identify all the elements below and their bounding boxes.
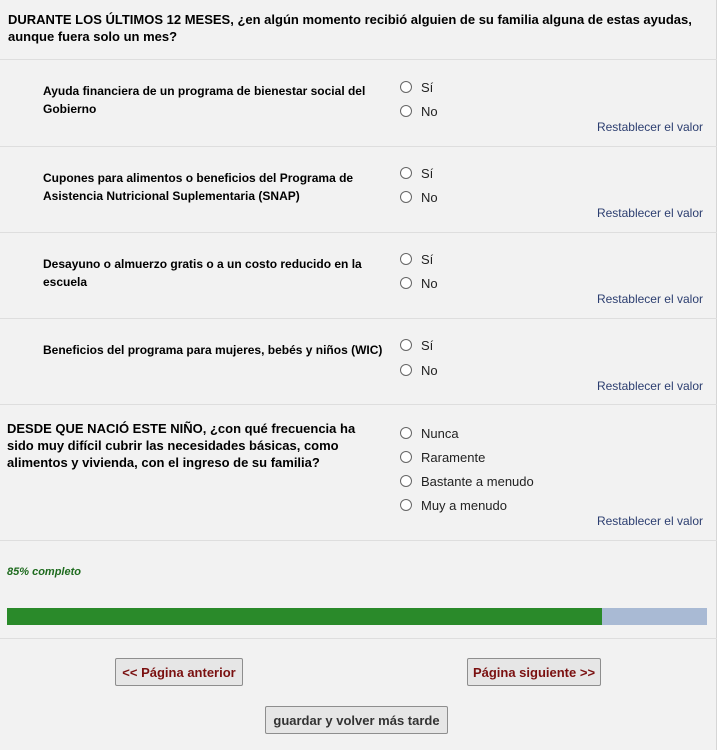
option-no[interactable]: No bbox=[400, 361, 438, 379]
option-very-often[interactable]: Muy a menudo bbox=[400, 496, 507, 514]
option-yes[interactable]: Sí bbox=[400, 78, 433, 96]
question-row-wic bbox=[0, 319, 717, 405]
reset-link[interactable]: Restablecer el valor bbox=[596, 514, 703, 528]
divider bbox=[0, 638, 717, 639]
option-yes[interactable]: Sí bbox=[400, 250, 433, 268]
option-no[interactable]: No bbox=[400, 274, 438, 292]
radio-icon[interactable] bbox=[400, 191, 412, 203]
progress-bar-fill bbox=[7, 608, 602, 625]
option-no[interactable]: No bbox=[400, 188, 438, 206]
question-label: Ayuda financiera de un programa de bienestar social del Gobierno bbox=[43, 84, 366, 116]
radio-icon[interactable] bbox=[400, 451, 412, 463]
radio-icon[interactable] bbox=[400, 364, 412, 376]
question-row-frequency bbox=[0, 405, 717, 541]
question-label: Cupones para alimentos o beneficios del Programa de Asistencia Nutricional Suplementaria (SNAP) bbox=[43, 171, 354, 203]
question-label: Desayuno o almuerzo gratis o a un costo reducido en la escuela bbox=[43, 257, 362, 289]
section-header bbox=[0, 0, 717, 60]
question-row-school-meals bbox=[0, 233, 717, 319]
reset-link[interactable]: Restablecer el valor bbox=[596, 292, 703, 306]
reset-link[interactable]: Restablecer el valor bbox=[596, 206, 703, 220]
header-bold: DURANTE LOS ÚLTIMOS 12 MESES, bbox=[8, 12, 234, 27]
reset-link[interactable]: Restablecer el valor bbox=[596, 379, 703, 393]
progress-bar bbox=[7, 608, 707, 625]
option-no[interactable]: No bbox=[400, 102, 438, 120]
save-and-return-button[interactable]: guardar y volver más tarde bbox=[265, 706, 448, 734]
radio-icon[interactable] bbox=[400, 427, 412, 439]
radio-icon[interactable] bbox=[400, 253, 412, 265]
option-rarely[interactable]: Raramente bbox=[400, 448, 485, 466]
radio-icon[interactable] bbox=[400, 499, 412, 511]
question-row-welfare bbox=[0, 60, 717, 147]
option-fairly-often[interactable]: Bastante a menudo bbox=[400, 472, 534, 490]
header-text: ¿en algún momento recibió alguien de su familia alguna de estas ayudas, aunque fuera solo un mes? bbox=[8, 12, 692, 44]
option-yes[interactable]: Sí bbox=[400, 336, 433, 354]
question-label: DESDE QUE NACIÓ ESTE NIÑO, ¿con qué frecuencia ha sido muy difícil cubrir las necesidades básicas, como alimentos y vivienda, con el ingreso de su familia? bbox=[7, 421, 356, 470]
radio-icon[interactable] bbox=[400, 277, 412, 289]
radio-icon[interactable] bbox=[400, 81, 412, 93]
option-never[interactable]: Nunca bbox=[400, 424, 459, 442]
radio-icon[interactable] bbox=[400, 105, 412, 117]
reset-link[interactable]: Restablecer el valor bbox=[596, 120, 703, 134]
previous-page-button[interactable]: << Página anterior bbox=[115, 658, 243, 686]
radio-icon[interactable] bbox=[400, 475, 412, 487]
next-page-button[interactable]: Página siguiente >> bbox=[467, 658, 601, 686]
option-yes[interactable]: Sí bbox=[400, 164, 433, 182]
progress-label: 85% completo bbox=[7, 566, 81, 578]
question-label: Beneficios del programa para mujeres, bebés y niños (WIC) bbox=[43, 343, 383, 357]
radio-icon[interactable] bbox=[400, 339, 412, 351]
question-row-snap bbox=[0, 147, 717, 233]
radio-icon[interactable] bbox=[400, 167, 412, 179]
